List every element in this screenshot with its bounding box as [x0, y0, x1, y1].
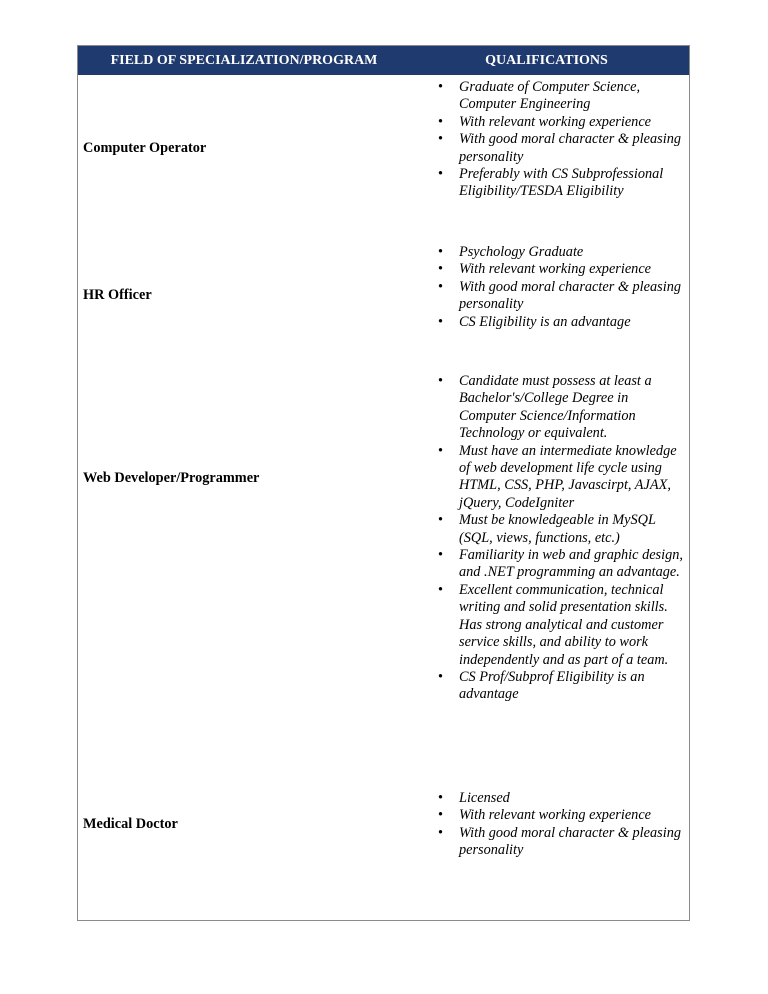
list-item: • Licensed [438, 790, 510, 806]
qualifications-table [77, 45, 690, 921]
list-item: • CS Eligibility is an advantage [438, 313, 631, 330]
qualifications-computer-operator [438, 79, 687, 201]
list-item: • Psychology Graduate [438, 244, 584, 260]
list-item: • Must have an intermediate knowledge of web development life cycle using HTML, CSS, PHP, Javascirpt, AJAX, jQuery, CodeIgniter [438, 442, 677, 511]
list-item: • Candidate must possess at least a Bachelor's/College Degree in Computer Science/Information Technology or equivalent. [438, 373, 652, 442]
list-item: • Must be knowledgeable in MySQL (SQL, views, functions, etc.) [438, 512, 656, 546]
list-item: • With good moral character & pleasing personality [438, 278, 681, 313]
list-item: • With relevant working experience [438, 807, 652, 824]
qualifications-hr-officer [438, 244, 687, 331]
list-item: • CS Prof/Subprof Eligibility is an advantage [438, 668, 645, 703]
list-item: • With relevant working experience [438, 113, 652, 130]
list-item: • Familiarity in web and graphic design, and .NET programming an advantage. [438, 547, 683, 581]
table-header [78, 46, 689, 75]
list-item: • With good moral character & pleasing personality [438, 131, 681, 165]
program-web-developer: Web Developer/Programmer [83, 470, 260, 486]
list-item: • Preferably with CS Subprofessional Eligibility/TESDA Eligibility [438, 166, 664, 200]
list-item: • With good moral character & pleasing personality [438, 824, 681, 859]
program-medical-doctor: Medical Doctor [83, 816, 178, 832]
list-item: • Graduate of Computer Science, Computer Engineering [438, 79, 641, 113]
program-computer-operator: Computer Operator [83, 140, 207, 156]
list-item: • With relevant working experience [438, 261, 652, 278]
list-item: • Excellent communication, technical writing and solid presentation skills. Has strong analytical and customer service skills, and ability to work independently and as part of a team. [438, 581, 669, 668]
header-field-of-specialization: FIELD OF SPECIALIZATION/PROGRAM [110, 52, 378, 68]
program-hr-officer: HR Officer [83, 287, 152, 303]
qualifications-web-developer [438, 373, 687, 704]
qualifications-medical-doctor [438, 790, 687, 860]
header-qualifications: QUALIFICATIONS [485, 52, 608, 68]
